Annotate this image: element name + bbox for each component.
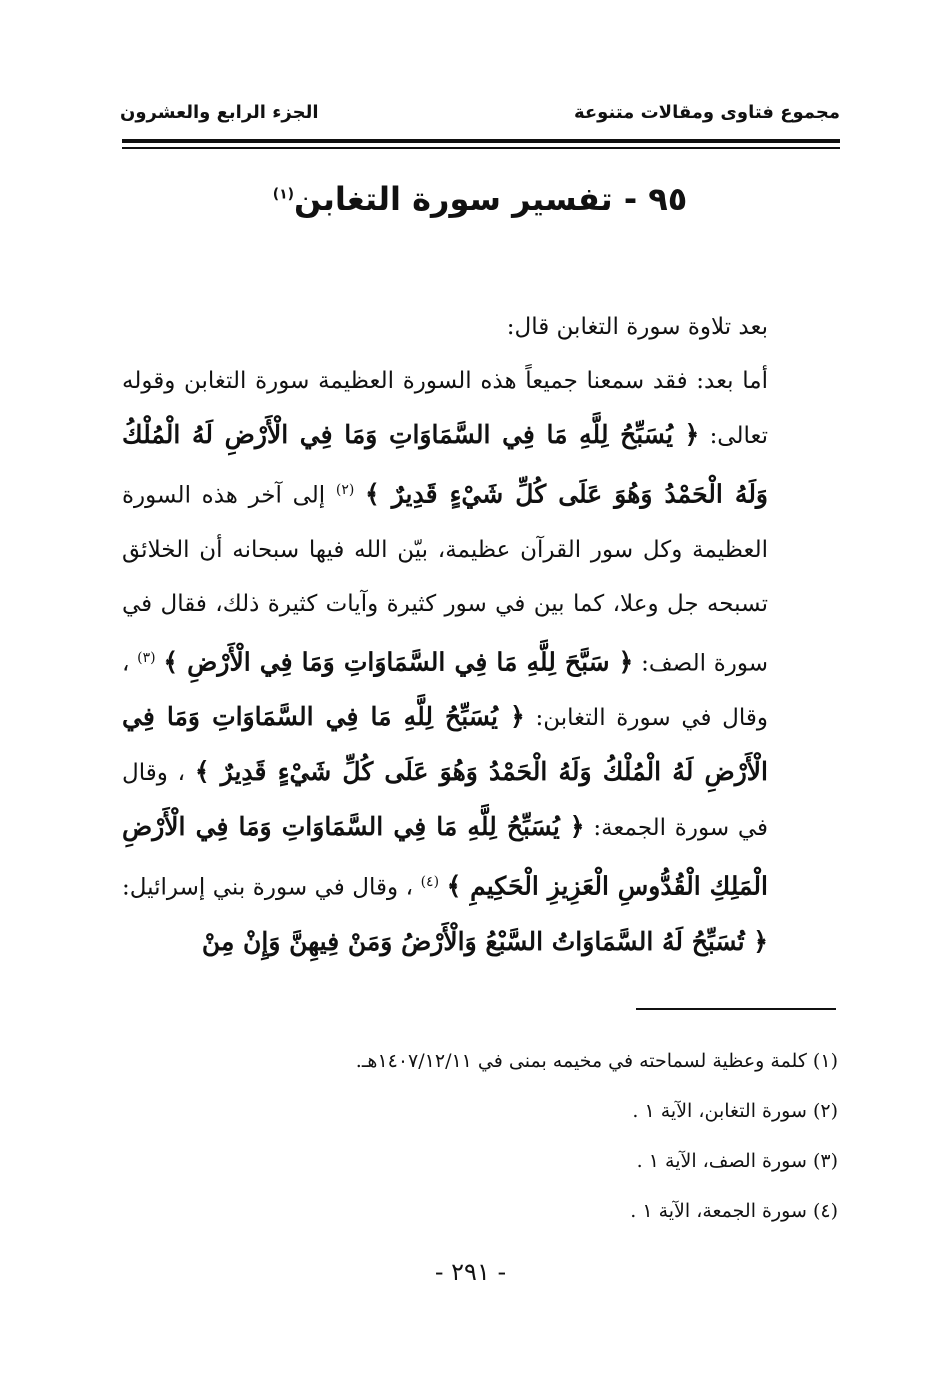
paragraph-text-c: ، وقال في سورة التغابن: [122, 650, 769, 732]
paragraph-text-d: ، وقال في سورة الجمعة: [122, 760, 769, 842]
book-title: مجموع فتاوى ومقالات متنوعة [573, 102, 840, 123]
footnote-2: (٢) سورة التغابن، الآية ١ . [632, 1100, 838, 1122]
volume-label: الجزء الرابع والعشرون [120, 102, 319, 123]
quran-verse-3: ﴿ يُسَبِّحُ لِلَّهِ مَا فِي السَّمَاوَاتِ وَمَا فِي الْأَرْضِ لَهُ الْمُلْكُ وَلَهُ الْحَمْدُ وَهُوَ عَلَى كُلِّ شَيْءٍ قَدِيرٌ ﴾ [122, 702, 769, 787]
page-number: - ٢٩١ - [434, 1258, 507, 1286]
chapter-footnote-mark: (١) [272, 186, 295, 203]
footnote-separator [636, 1008, 836, 1010]
footnote-ref-3: (٣) [137, 649, 156, 666]
quran-verse-1: ﴿ يُسَبِّحُ لِلَّهِ مَا فِي السَّمَاوَاتِ وَمَا فِي الْأَرْضِ لَهُ الْمُلْكُ وَلَهُ الْحَمْدُ وَهُوَ عَلَى كُلِّ شَيْءٍ قَدِيرٌ ﴾ [122, 420, 769, 509]
header-rule-thick [122, 139, 840, 143]
main-paragraph [122, 354, 838, 970]
paragraph-text-a: أما بعد: فقد سمعنا جميعاً هذه السورة العظيمة سورة التغابن وقوله تعالى: [122, 368, 768, 449]
quran-verse-5: ﴿ تُسَبِّحُ لَهُ السَّمَاوَاتُ السَّبْعُ وَالْأَرْضُ وَمَنْ فِيهِنَّ وَإِنْ مِنْ [201, 926, 768, 956]
intro-line: بعد تلاوة سورة التغابن قال: [506, 314, 768, 340]
footnote-3: (٣) سورة الصف، الآية ١ . [636, 1150, 838, 1172]
quran-verse-4: ﴿ يُسَبِّحُ لِلَّهِ مَا فِي السَّمَاوَاتِ وَمَا فِي الْأَرْضِ الْمَلِكِ الْقُدُّوسِ الْعَزِيزِ الْحَكِيمِ ﴾ [122, 812, 768, 901]
footnote-4: (٤) سورة الجمعة، الآية ١ . [630, 1200, 838, 1222]
footnotes [122, 1036, 838, 1236]
chapter-title [120, 180, 840, 218]
footnote-1: (١) كلمة وعظية لسماحته في مخيمه بمنى في ١٤٠٧/١٢/١١هـ. [355, 1050, 838, 1072]
footnote-ref-2: (٢) [335, 482, 355, 498]
chapter-title-text: ٩٥ - تفسير سورة التغابن [294, 180, 688, 218]
paragraph-text-b: إلى آخر هذه السورة العظيمة وكل سور القرآن عظيمة، بيّن الله فيها سبحانه أن الخلائق تسبحه جل وعلا، كما بين في سور كثيرة وآيات كثيرة ذلك، فقال في سورة الصف: [122, 482, 769, 677]
header-rule-thin [122, 147, 840, 149]
running-header [120, 96, 840, 136]
quran-verse-2: ﴿ سَبَّحَ لِلَّهِ مَا فِي السَّمَاوَاتِ وَمَا فِي الْأَرْضِ ﴾ [163, 647, 634, 677]
body-text [122, 300, 838, 970]
footnote-ref-4: (٤) [420, 874, 440, 891]
paragraph-text-e: ، وقال في سورة بني إسرائيل: [122, 874, 414, 901]
